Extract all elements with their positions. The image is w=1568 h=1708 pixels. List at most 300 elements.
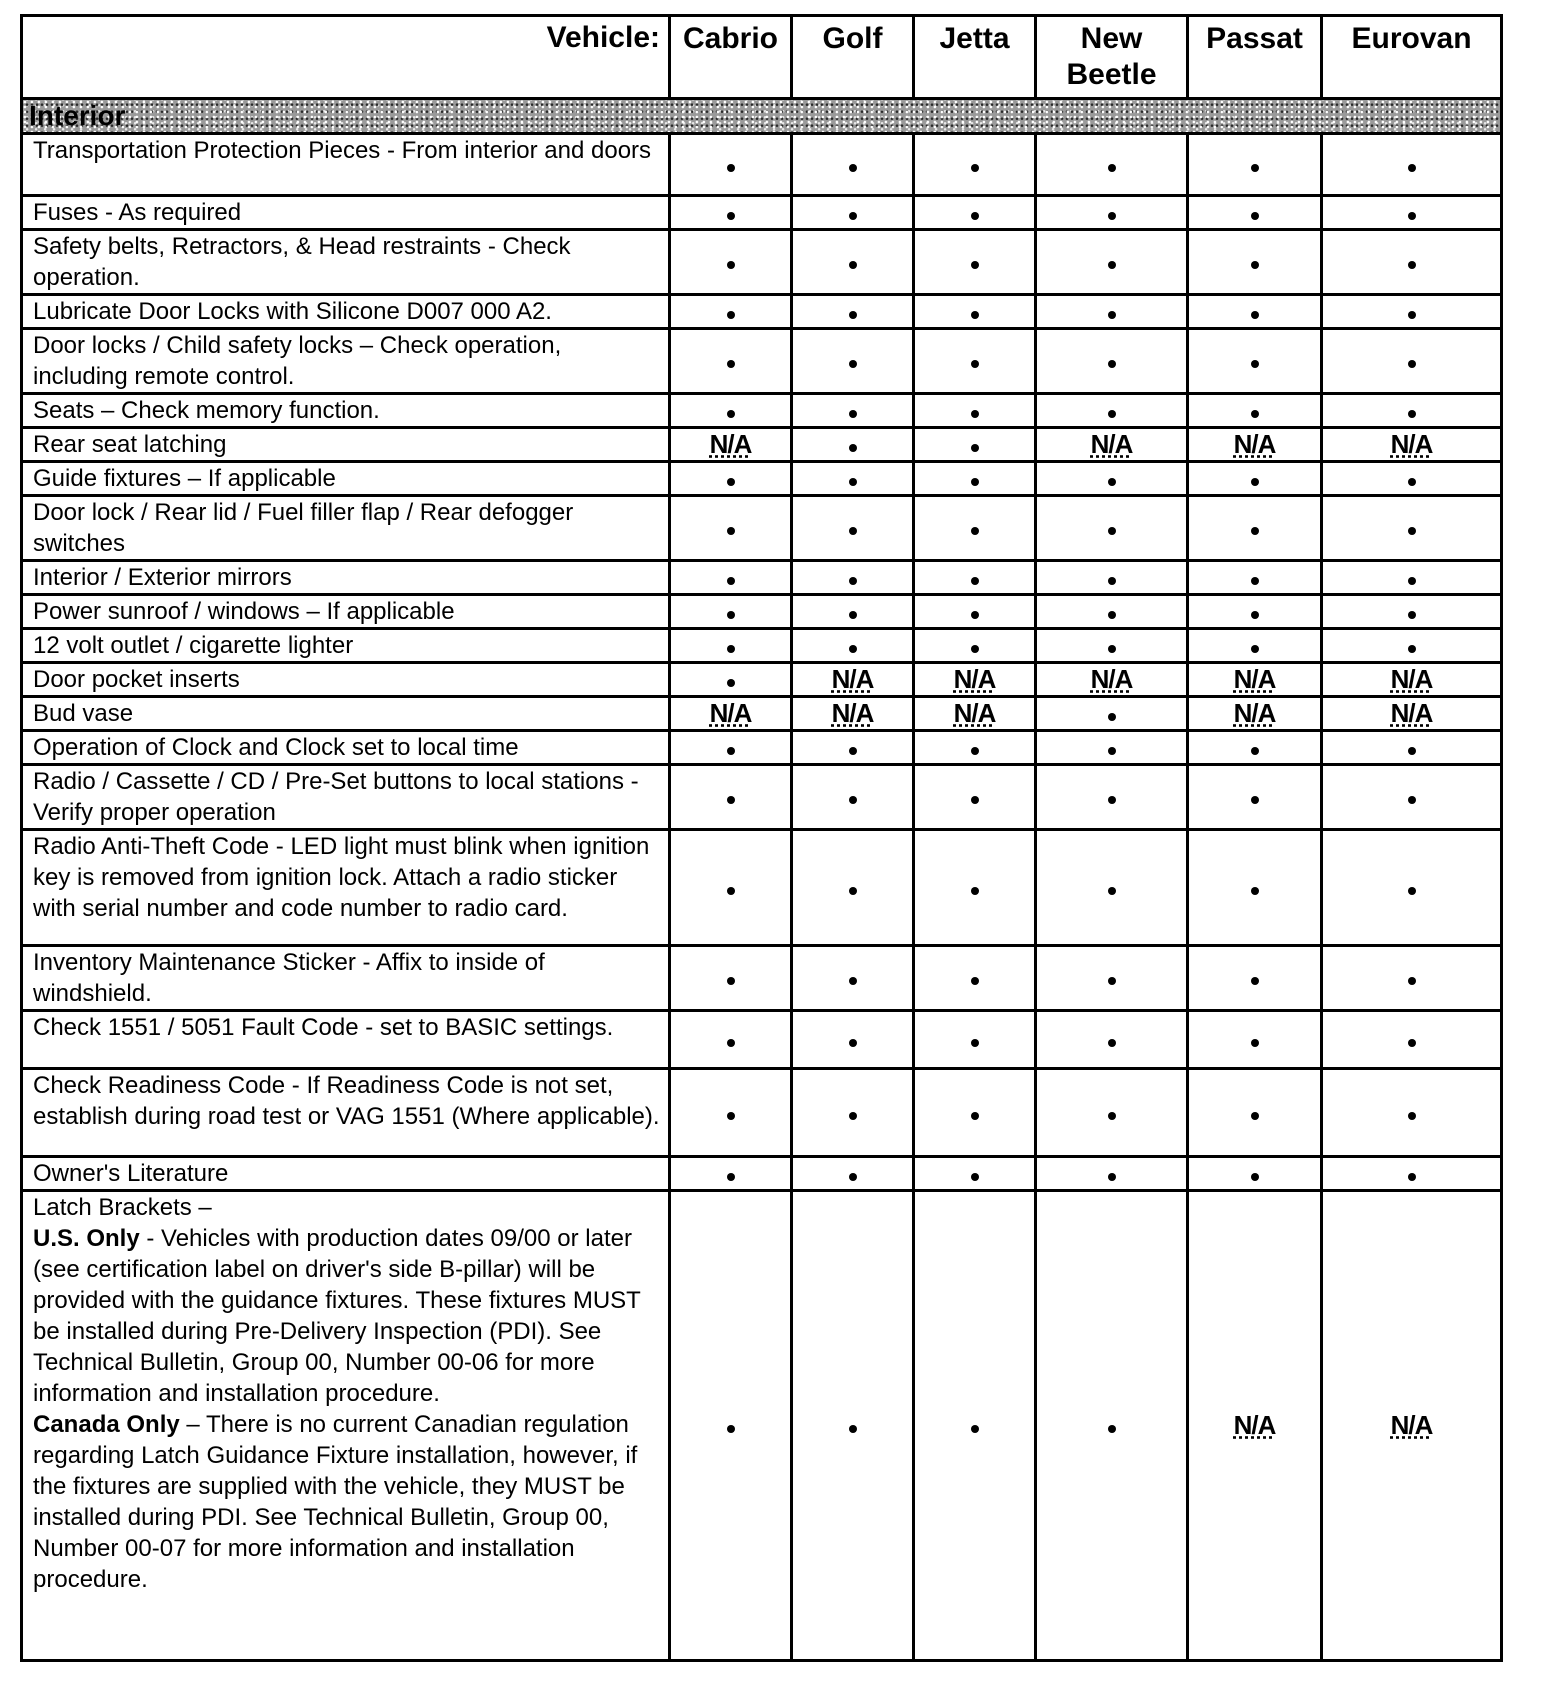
value-cell: [914, 731, 1036, 765]
bullet-icon: [849, 261, 857, 269]
value-cell: [792, 663, 914, 697]
value-cell: [1322, 561, 1502, 595]
bullet-icon: [1408, 410, 1416, 418]
value-cell: [1188, 394, 1322, 428]
item-description: Safety belts, Retractors, & Head restraints - Check operation.: [22, 230, 670, 295]
na-label: N/A: [1390, 1410, 1433, 1440]
bullet-icon: [1251, 577, 1259, 585]
bullet-icon: [849, 747, 857, 755]
value-cell: [914, 1157, 1036, 1191]
value-cell: [792, 329, 914, 394]
bullet-icon: [1408, 796, 1416, 804]
bullet-icon: [1108, 261, 1116, 269]
value-cell: [1322, 629, 1502, 663]
value-cell: [914, 428, 1036, 462]
canada-only-label: Canada Only: [33, 1411, 180, 1438]
canada-only-text: – There is no current Canadian regulation regarding Latch Guidance Fixture installation, however, if the fixtures are supplied with the vehicle, they MUST be installed during PDI. See Technical Bulletin, Group 00, Number 00-07 for more information and installation procedure.: [33, 1411, 638, 1593]
bullet-icon: [1251, 977, 1259, 985]
value-cell: [792, 561, 914, 595]
bullet-icon: [1251, 478, 1259, 486]
value-cell: [914, 196, 1036, 230]
value-cell: [1036, 496, 1188, 561]
value-cell: [914, 595, 1036, 629]
latch-canada-paragraph: [33, 1409, 662, 1595]
value-cell: [1036, 394, 1188, 428]
item-description: Door lock / Rear lid / Fuel filler flap / Rear defogger switches: [22, 496, 670, 561]
item-description: 12 volt outlet / cigarette lighter: [22, 629, 670, 663]
value-cell: [1188, 428, 1322, 462]
value-cell: [914, 663, 1036, 697]
value-cell: [670, 595, 792, 629]
na-label: N/A: [1090, 429, 1133, 459]
item-description: Operation of Clock and Clock set to local time: [22, 731, 670, 765]
na-label: N/A: [953, 664, 996, 694]
item-description: Lubricate Door Locks with Silicone D007 000 A2.: [22, 295, 670, 329]
value-cell: [1036, 196, 1188, 230]
bullet-icon: [971, 887, 979, 895]
table-row: [22, 462, 1502, 496]
value-cell: [792, 697, 914, 731]
value-cell: [792, 595, 914, 629]
value-cell: [792, 462, 914, 496]
bullet-icon: [1108, 1039, 1116, 1047]
bullet-icon: [971, 164, 979, 172]
na-label: N/A: [1233, 429, 1276, 459]
value-cell: [914, 230, 1036, 295]
value-cell: [1188, 629, 1322, 663]
value-cell: [1188, 561, 1322, 595]
bullet-icon: [971, 444, 979, 452]
bullet-icon: [1108, 410, 1116, 418]
bullet-icon: [1408, 977, 1416, 985]
value-cell: [1188, 1191, 1322, 1661]
value-cell: [1322, 731, 1502, 765]
bullet-icon: [1408, 887, 1416, 895]
value-cell: [792, 1069, 914, 1157]
bullet-icon: [849, 444, 857, 452]
item-description: Power sunroof / windows – If applicable: [22, 595, 670, 629]
bullet-icon: [849, 311, 857, 319]
vehicle-jetta: Jetta: [914, 16, 1036, 99]
latch-brackets-description: [22, 1191, 670, 1661]
bullet-icon: [1251, 261, 1259, 269]
us-only-text: - Vehicles with production dates 09/00 or later (see certification label on driver's side B-pillar) will be provided with the guidance fixtures. These fixtures MUST be installed during Pre-Delivery Inspection (PDI). See Technical Bulletin, Group 00, Number 00-06 for more information and installation procedure.: [33, 1225, 641, 1407]
bullet-icon: [1251, 527, 1259, 535]
bullet-icon: [1108, 360, 1116, 368]
value-cell: [792, 134, 914, 196]
value-cell: [914, 1191, 1036, 1661]
bullet-icon: [727, 311, 735, 319]
na-label: N/A: [1233, 664, 1276, 694]
bullet-icon: [1408, 577, 1416, 585]
value-cell: [792, 629, 914, 663]
bullet-icon: [1408, 212, 1416, 220]
bullet-icon: [971, 645, 979, 653]
value-cell: [670, 462, 792, 496]
value-cell: [1322, 134, 1502, 196]
bullet-icon: [1108, 747, 1116, 755]
table-row: [22, 230, 1502, 295]
value-cell: [1322, 1069, 1502, 1157]
bullet-icon: [849, 164, 857, 172]
value-cell: [1322, 830, 1502, 946]
bullet-icon: [1408, 261, 1416, 269]
value-cell: [670, 1069, 792, 1157]
value-cell: [1036, 595, 1188, 629]
latch-us-paragraph: [33, 1223, 662, 1409]
value-cell: [792, 295, 914, 329]
value-cell: [1036, 134, 1188, 196]
value-cell: [1322, 329, 1502, 394]
item-description: Rear seat latching: [22, 428, 670, 462]
value-cell: [914, 462, 1036, 496]
na-label: N/A: [1090, 664, 1133, 694]
value-cell: [1322, 428, 1502, 462]
bullet-icon: [1108, 478, 1116, 486]
bullet-icon: [727, 360, 735, 368]
na-label: N/A: [1390, 698, 1433, 728]
vehicle-label: Vehicle:: [22, 16, 670, 99]
value-cell: [1188, 830, 1322, 946]
bullet-icon: [727, 611, 735, 619]
bullet-icon: [1251, 1039, 1259, 1047]
bullet-icon: [971, 1112, 979, 1120]
value-cell: [792, 830, 914, 946]
value-cell: [914, 1011, 1036, 1069]
bullet-icon: [727, 577, 735, 585]
value-cell: [1188, 462, 1322, 496]
bullet-icon: [727, 887, 735, 895]
bullet-icon: [727, 977, 735, 985]
bullet-icon: [1408, 478, 1416, 486]
value-cell: [670, 629, 792, 663]
bullet-icon: [1408, 1039, 1416, 1047]
item-description: Radio Anti-Theft Code - LED light must blink when ignition key is removed from ignition lock. Attach a radio sticker with serial number and code number to radio card.: [22, 830, 670, 946]
bullet-icon: [1251, 747, 1259, 755]
bullet-icon: [971, 478, 979, 486]
vehicle-golf: Golf: [792, 16, 914, 99]
bullet-icon: [971, 527, 979, 535]
bullet-icon: [1251, 212, 1259, 220]
bullet-icon: [1108, 1112, 1116, 1120]
bullet-icon: [849, 887, 857, 895]
value-cell: [792, 1191, 914, 1661]
bullet-icon: [1108, 577, 1116, 585]
value-cell: [1322, 1191, 1502, 1661]
bullet-icon: [849, 577, 857, 585]
bullet-icon: [1108, 164, 1116, 172]
bullet-icon: [727, 164, 735, 172]
item-description: Inventory Maintenance Sticker - Affix to inside of windshield.: [22, 946, 670, 1011]
value-cell: [1036, 230, 1188, 295]
vehicle-new-beetle: New Beetle: [1036, 16, 1188, 99]
value-cell: [792, 496, 914, 561]
bullet-icon: [1251, 796, 1259, 804]
bullet-icon: [1251, 645, 1259, 653]
bullet-icon: [971, 410, 979, 418]
table-row: [22, 134, 1502, 196]
value-cell: [670, 394, 792, 428]
item-description: Check 1551 / 5051 Fault Code - set to BASIC settings.: [22, 1011, 670, 1069]
na-label: N/A: [1233, 1410, 1276, 1440]
bullet-icon: [849, 212, 857, 220]
table-row: [22, 1011, 1502, 1069]
us-only-label: U.S. Only: [33, 1225, 140, 1252]
table-row: [22, 830, 1502, 946]
value-cell: [670, 561, 792, 595]
header-row: [22, 16, 1502, 99]
bullet-icon: [1108, 212, 1116, 220]
value-cell: [792, 196, 914, 230]
value-cell: [914, 295, 1036, 329]
na-label: N/A: [1233, 698, 1276, 728]
item-description: Transportation Protection Pieces - From interior and doors: [22, 134, 670, 196]
bullet-icon: [1251, 1112, 1259, 1120]
value-cell: [670, 765, 792, 830]
bullet-icon: [971, 796, 979, 804]
na-label: N/A: [831, 698, 874, 728]
bullet-icon: [727, 478, 735, 486]
bullet-icon: [727, 796, 735, 804]
value-cell: [1188, 196, 1322, 230]
bullet-icon: [849, 410, 857, 418]
value-cell: [670, 946, 792, 1011]
item-description: Interior / Exterior mirrors: [22, 561, 670, 595]
bullet-icon: [727, 410, 735, 418]
table-row: [22, 561, 1502, 595]
bullet-icon: [849, 360, 857, 368]
value-cell: [1322, 765, 1502, 830]
bullet-icon: [1408, 360, 1416, 368]
table-row: [22, 595, 1502, 629]
item-description: Seats – Check memory function.: [22, 394, 670, 428]
item-description: Fuses - As required: [22, 196, 670, 230]
bullet-icon: [971, 611, 979, 619]
bullet-icon: [1251, 611, 1259, 619]
bullet-icon: [849, 1425, 857, 1433]
bullet-icon: [1108, 311, 1116, 319]
bullet-icon: [1251, 887, 1259, 895]
bullet-icon: [1108, 887, 1116, 895]
value-cell: [1322, 663, 1502, 697]
table-row: [22, 663, 1502, 697]
value-cell: [670, 830, 792, 946]
value-cell: [1188, 946, 1322, 1011]
bullet-icon: [727, 527, 735, 535]
value-cell: [670, 731, 792, 765]
bullet-icon: [727, 679, 735, 687]
value-cell: [1036, 1191, 1188, 1661]
value-cell: [792, 731, 914, 765]
value-cell: [1188, 230, 1322, 295]
table-row: [22, 731, 1502, 765]
value-cell: [1036, 1011, 1188, 1069]
value-cell: [1188, 663, 1322, 697]
table-row: [22, 1157, 1502, 1191]
value-cell: [670, 329, 792, 394]
value-cell: [1322, 1011, 1502, 1069]
table-row: [22, 496, 1502, 561]
value-cell: [670, 134, 792, 196]
value-cell: [1188, 1011, 1322, 1069]
value-cell: [1322, 394, 1502, 428]
bullet-icon: [971, 360, 979, 368]
value-cell: [914, 1069, 1036, 1157]
value-cell: [670, 295, 792, 329]
bullet-icon: [849, 977, 857, 985]
value-cell: [792, 428, 914, 462]
bullet-icon: [971, 212, 979, 220]
table-row: [22, 196, 1502, 230]
value-cell: [1036, 295, 1188, 329]
value-cell: [1036, 1069, 1188, 1157]
bullet-icon: [727, 1425, 735, 1433]
value-cell: [792, 765, 914, 830]
bullet-icon: [849, 1039, 857, 1047]
value-cell: [1322, 595, 1502, 629]
value-cell: [1322, 697, 1502, 731]
value-cell: [1188, 595, 1322, 629]
na-label: N/A: [709, 429, 752, 459]
value-cell: [914, 697, 1036, 731]
value-cell: [1188, 496, 1322, 561]
value-cell: [1036, 946, 1188, 1011]
item-description: Door locks / Child safety locks – Check operation, including remote control.: [22, 329, 670, 394]
value-cell: [1188, 134, 1322, 196]
checklist-body: [22, 134, 1502, 1661]
na-label: N/A: [831, 664, 874, 694]
table-row: [22, 1069, 1502, 1157]
item-description: Guide fixtures – If applicable: [22, 462, 670, 496]
bullet-icon: [971, 311, 979, 319]
value-cell: [1322, 946, 1502, 1011]
bullet-icon: [971, 747, 979, 755]
value-cell: [1036, 329, 1188, 394]
value-cell: [914, 561, 1036, 595]
value-cell: [792, 230, 914, 295]
value-cell: [1322, 196, 1502, 230]
value-cell: [1036, 731, 1188, 765]
bullet-icon: [1408, 611, 1416, 619]
bullet-icon: [1251, 164, 1259, 172]
value-cell: [670, 1011, 792, 1069]
value-cell: [914, 394, 1036, 428]
value-cell: [914, 830, 1036, 946]
latch-title: Latch Brackets –: [33, 1194, 212, 1221]
bullet-icon: [849, 1173, 857, 1181]
value-cell: [914, 329, 1036, 394]
value-cell: [792, 1157, 914, 1191]
pdi-checklist-table: [20, 14, 1503, 1662]
vehicle-cabrio: Cabrio: [670, 16, 792, 99]
bullet-icon: [971, 977, 979, 985]
bullet-icon: [727, 212, 735, 220]
bullet-icon: [849, 1112, 857, 1120]
bullet-icon: [1251, 1173, 1259, 1181]
value-cell: [1188, 765, 1322, 830]
bullet-icon: [971, 1173, 979, 1181]
value-cell: [1036, 765, 1188, 830]
table-row: [22, 428, 1502, 462]
value-cell: [914, 629, 1036, 663]
bullet-icon: [971, 1039, 979, 1047]
value-cell: [1188, 295, 1322, 329]
na-label: N/A: [953, 698, 996, 728]
item-description: Door pocket inserts: [22, 663, 670, 697]
section-row: [22, 99, 1502, 134]
bullet-icon: [727, 1173, 735, 1181]
bullet-icon: [1108, 713, 1116, 721]
value-cell: [1036, 428, 1188, 462]
bullet-icon: [1408, 1173, 1416, 1181]
na-label: N/A: [1390, 664, 1433, 694]
value-cell: [1322, 295, 1502, 329]
na-label: N/A: [1390, 429, 1433, 459]
section-title: Interior: [22, 99, 1502, 134]
bullet-icon: [727, 747, 735, 755]
bullet-icon: [849, 527, 857, 535]
table-row: [22, 946, 1502, 1011]
value-cell: [914, 765, 1036, 830]
bullet-icon: [849, 611, 857, 619]
table-row: [22, 394, 1502, 428]
bullet-icon: [971, 577, 979, 585]
bullet-icon: [1408, 1112, 1416, 1120]
value-cell: [670, 496, 792, 561]
bullet-icon: [1108, 1173, 1116, 1181]
value-cell: [670, 428, 792, 462]
value-cell: [1036, 663, 1188, 697]
table-row: [22, 765, 1502, 830]
bullet-icon: [971, 261, 979, 269]
bullet-icon: [849, 796, 857, 804]
table-row: [22, 295, 1502, 329]
item-description: Radio / Cassette / CD / Pre-Set buttons to local stations - Verify proper operation: [22, 765, 670, 830]
value-cell: [1322, 496, 1502, 561]
bullet-icon: [849, 645, 857, 653]
value-cell: [670, 697, 792, 731]
bullet-icon: [727, 1039, 735, 1047]
value-cell: [670, 230, 792, 295]
bullet-icon: [1408, 645, 1416, 653]
bullet-icon: [1251, 311, 1259, 319]
value-cell: [1188, 697, 1322, 731]
table-row: [22, 329, 1502, 394]
value-cell: [1322, 230, 1502, 295]
bullet-icon: [1251, 360, 1259, 368]
vehicle-passat: Passat: [1188, 16, 1322, 99]
value-cell: [1036, 697, 1188, 731]
item-description: Owner's Literature: [22, 1157, 670, 1191]
bullet-icon: [1408, 311, 1416, 319]
value-cell: [792, 1011, 914, 1069]
value-cell: [914, 496, 1036, 561]
value-cell: [1036, 1157, 1188, 1191]
bullet-icon: [1408, 747, 1416, 755]
bullet-icon: [1408, 164, 1416, 172]
value-cell: [1036, 561, 1188, 595]
value-cell: [1036, 462, 1188, 496]
table-row: [22, 1191, 1502, 1661]
bullet-icon: [1108, 527, 1116, 535]
table-row: [22, 629, 1502, 663]
value-cell: [914, 134, 1036, 196]
value-cell: [1188, 1157, 1322, 1191]
value-cell: [1322, 1157, 1502, 1191]
bullet-icon: [1108, 796, 1116, 804]
value-cell: [1188, 1069, 1322, 1157]
value-cell: [670, 663, 792, 697]
